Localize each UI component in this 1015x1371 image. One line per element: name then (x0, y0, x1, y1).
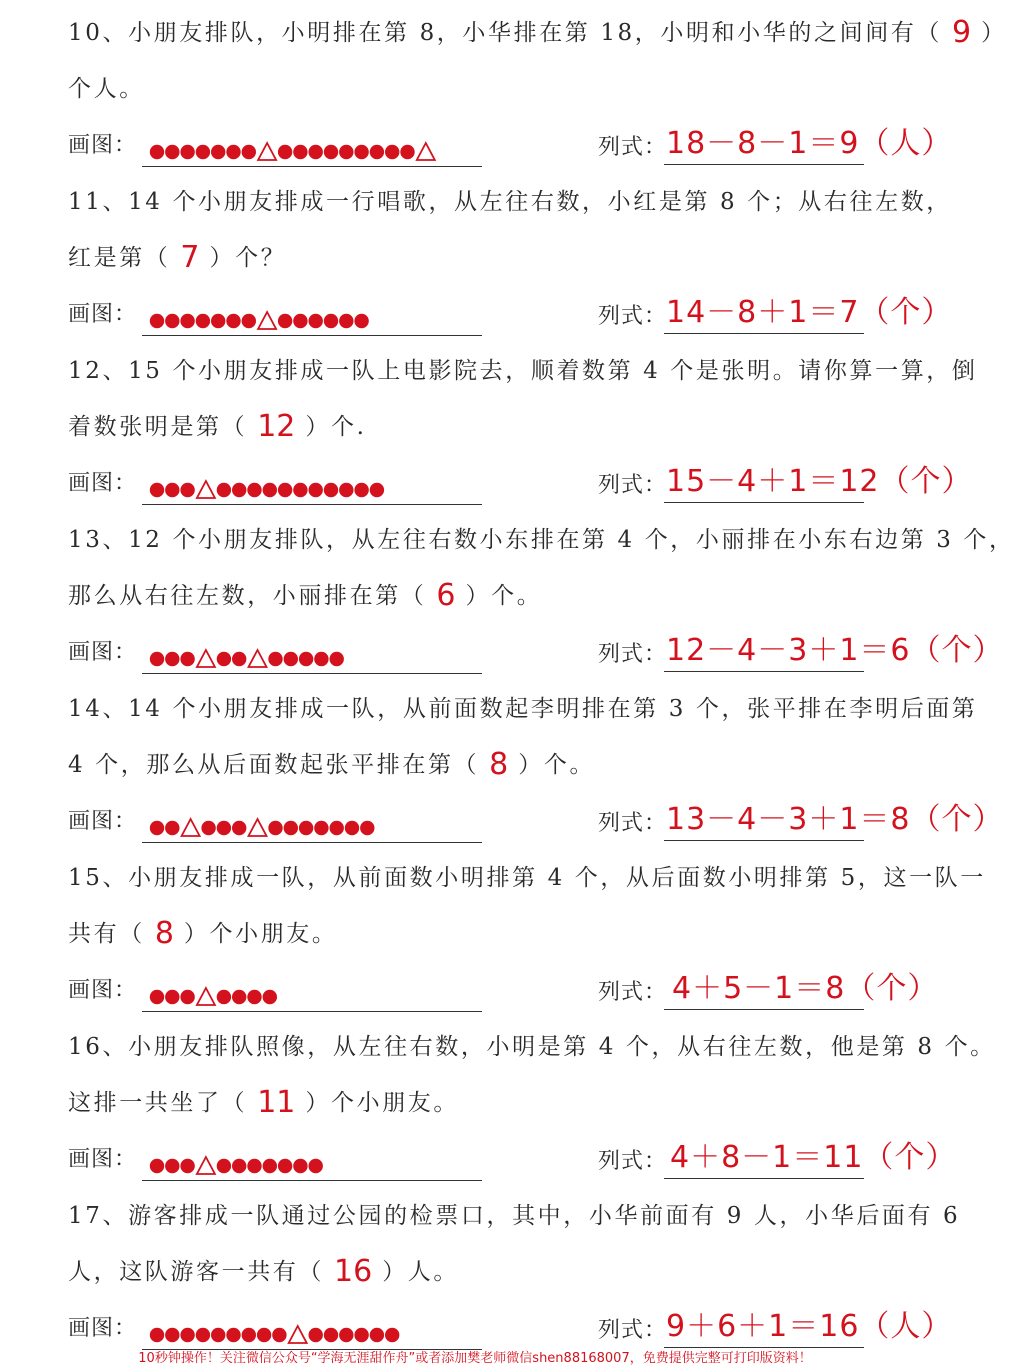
answer-row (68, 462, 973, 506)
formula-expression: 18－8－1＝9（人） (666, 126, 953, 161)
formula-underline (664, 333, 864, 334)
answer-value: 8 (489, 747, 509, 782)
child-dot (324, 483, 338, 497)
child-dot (339, 145, 353, 159)
child-dot (257, 1328, 271, 1342)
child-dot (217, 990, 231, 1004)
child-dot (330, 821, 344, 835)
child-dot (385, 1328, 399, 1342)
marked-child-triangle (258, 143, 276, 160)
drawing-label: 画图： (68, 809, 138, 834)
child-dot (330, 652, 344, 666)
child-dot (232, 652, 246, 666)
child-dot (232, 483, 246, 497)
child-dot (299, 652, 313, 666)
child-dot (150, 1159, 164, 1173)
question-line-1: 15、小朋友排成一队，从前面数小明排第 4 个，从后面数小明排第 5，这一队一 (68, 865, 986, 891)
child-dot (180, 145, 194, 159)
formula (598, 1307, 953, 1351)
answer-value: 8 (154, 916, 174, 951)
formula-label: 列式： (598, 473, 668, 498)
child-dot (211, 314, 225, 328)
queue-drawing (142, 808, 482, 843)
child-dot (345, 821, 359, 835)
formula-underline (664, 1009, 864, 1010)
child-dot (150, 652, 164, 666)
formula-expression: 15－4＋1＝12（个） (666, 464, 973, 499)
child-dot (217, 821, 231, 835)
child-dot (150, 1328, 164, 1342)
child-dot (196, 314, 210, 328)
child-dot (314, 821, 328, 835)
question-line-1: 11、14 个小朋友排成一行唱歌，从左往右数，小红是第 8 个；从右往左数， (68, 189, 952, 215)
queue-drawing (142, 639, 482, 674)
formula (598, 631, 1004, 675)
child-dot (309, 1328, 323, 1342)
child-dot (324, 145, 338, 159)
child-dot (150, 483, 164, 497)
formula-label: 列式： (598, 1318, 668, 1343)
child-dot (263, 483, 277, 497)
queue-drawing (142, 470, 482, 505)
child-dot (385, 145, 399, 159)
child-dot (180, 314, 194, 328)
formula-expression: 12－4－3＋1＝6（个） (666, 633, 1004, 668)
child-dot (165, 1159, 179, 1173)
child-dot (299, 821, 313, 835)
drawing-label: 画图： (68, 978, 138, 1003)
child-dot (150, 314, 164, 328)
child-dot (242, 314, 256, 328)
child-dot (370, 483, 384, 497)
question-line-1: 12、15 个小朋友排成一队上电影院去，顺着数第 4 个是张明。请你算一算，倒 (68, 358, 978, 384)
child-dot (309, 314, 323, 328)
child-dot (278, 314, 292, 328)
formula-label: 列式： (598, 1149, 668, 1174)
footer-notice: 10秒钟操作！关注微信公众号“学海无涯甜作舟”或者添加樊老师微信shen88168007，免费提供完整可打印版资料！ (138, 1351, 812, 1366)
child-dot (196, 145, 210, 159)
marked-child-triangle (197, 481, 215, 498)
formula-label: 列式： (598, 642, 668, 667)
child-dot (268, 652, 282, 666)
drawing-label: 画图： (68, 640, 138, 665)
child-dot (354, 145, 368, 159)
child-dot (400, 145, 414, 159)
child-dot (180, 483, 194, 497)
child-dot (309, 1159, 323, 1173)
answer-value: 16 (334, 1254, 373, 1289)
formula-label: 列式： (598, 135, 668, 160)
child-dot (339, 1328, 353, 1342)
child-dot (232, 990, 246, 1004)
answer-row (68, 1307, 953, 1351)
child-dot (201, 821, 215, 835)
queue-drawing (142, 1146, 482, 1181)
question-line-1: 13、12 个小朋友排队，从左往右数小东排在第 4 个，小丽排在小东右边第 3 个， (68, 527, 1015, 553)
answer-row (68, 800, 1004, 844)
child-dot (324, 314, 338, 328)
formula-expression: 4＋8－1＝11（个） (670, 1140, 957, 1175)
problem-14 (0, 676, 1004, 845)
answer-value: 11 (257, 1085, 296, 1120)
drawing-label: 画图： (68, 133, 138, 158)
question-line-2: 4 个，那么从后面数起张平排在第（ 8 ）个。 (68, 745, 936, 785)
child-dot (165, 314, 179, 328)
formula (598, 462, 973, 506)
drawing-label: 画图： (68, 471, 138, 496)
marked-child-triangle (197, 988, 215, 1005)
formula-expression: 4＋5－1＝8（个） (672, 971, 939, 1006)
child-dot (263, 1159, 277, 1173)
child-dot (180, 1159, 194, 1173)
formula-expression: 13－4－3＋1＝8（个） (666, 802, 1004, 837)
child-dot (284, 652, 298, 666)
formula-underline (664, 502, 864, 503)
child-dot (180, 990, 194, 1004)
problem-15 (0, 845, 986, 1014)
formula (598, 293, 953, 337)
problem-13 (0, 507, 1015, 676)
child-dot (278, 1159, 292, 1173)
child-dot (232, 1159, 246, 1173)
child-dot (150, 990, 164, 1004)
question-line-2: 红是第（ 7 ）个？ (68, 238, 936, 278)
child-dot (339, 314, 353, 328)
marked-child-triangle (197, 1157, 215, 1174)
question-line-2: 个人。 (68, 76, 145, 102)
formula-underline (664, 164, 864, 165)
marked-child-triangle (417, 143, 435, 160)
child-dot (217, 1159, 231, 1173)
child-dot (354, 1328, 368, 1342)
marked-child-triangle (249, 650, 267, 667)
marked-child-triangle (289, 1326, 307, 1343)
child-dot (324, 1328, 338, 1342)
formula-underline (664, 1178, 864, 1179)
child-dot (150, 145, 164, 159)
answer-row (68, 1138, 957, 1182)
formula-underline (664, 840, 864, 841)
answer-row (68, 969, 939, 1013)
answer-value: 6 (436, 578, 456, 613)
formula-expression: 14－8＋1＝7（个） (666, 295, 953, 330)
child-dot (180, 652, 194, 666)
child-dot (242, 1328, 256, 1342)
answer-value: 12 (257, 409, 296, 444)
child-dot (196, 1328, 210, 1342)
problem-10 (0, 0, 1007, 169)
answer-row (68, 124, 953, 168)
answer-value: 7 (180, 240, 200, 275)
problem-12 (0, 338, 978, 507)
formula (598, 969, 939, 1013)
child-dot (150, 821, 164, 835)
child-dot (211, 1328, 225, 1342)
question-line-2: 那么从右往左数，小丽排在第（ 6 ）个。 (68, 576, 936, 616)
child-dot (360, 821, 374, 835)
child-dot (180, 1328, 194, 1342)
child-dot (354, 314, 368, 328)
answer-value: 9 (952, 15, 972, 50)
child-dot (309, 145, 323, 159)
answer-row (68, 631, 1004, 675)
child-dot (293, 314, 307, 328)
question-line-2: 这排一共坐了（ 11 ）个小朋友。 (68, 1083, 936, 1123)
problem-16 (0, 1014, 996, 1183)
question-line-1: 17、游客排成一队通过公园的检票口，其中，小华前面有 9 人，小华后面有 6 (68, 1203, 961, 1229)
question-line-2: 着数张明是第（ 12 ）个. (68, 407, 936, 447)
child-dot (226, 1328, 240, 1342)
child-dot (165, 652, 179, 666)
child-dot (293, 145, 307, 159)
child-dot (211, 145, 225, 159)
formula-label: 列式： (598, 811, 668, 836)
child-dot (278, 145, 292, 159)
drawing-label: 画图： (68, 1316, 138, 1341)
child-dot (370, 1328, 384, 1342)
queue-drawing (142, 1315, 482, 1350)
child-dot (165, 821, 179, 835)
child-dot (242, 145, 256, 159)
child-dot (339, 483, 353, 497)
formula-underline (664, 1347, 864, 1348)
child-dot (232, 821, 246, 835)
marked-child-triangle (197, 650, 215, 667)
question-line-2: 人，这队游客一共有（ 16 ）人。 (68, 1252, 936, 1292)
child-dot (314, 652, 328, 666)
drawing-label: 画图： (68, 1147, 138, 1172)
question-line-1: 16、小朋友排队照像，从左往右数，小明是第 4 个，从右往左数，他是第 8 个。 (68, 1034, 996, 1060)
question-line-2: 共有（ 8 ）个小朋友。 (68, 914, 936, 954)
child-dot (284, 821, 298, 835)
child-dot (247, 990, 261, 1004)
marked-child-triangle (249, 819, 267, 836)
formula-underline (664, 671, 864, 672)
child-dot (165, 483, 179, 497)
child-dot (293, 483, 307, 497)
marked-child-triangle (258, 312, 276, 329)
formula-label: 列式： (598, 304, 668, 329)
child-dot (370, 145, 384, 159)
queue-drawing (142, 132, 482, 167)
formula-expression: 9＋6＋1＝16（人） (666, 1309, 953, 1344)
child-dot (165, 1328, 179, 1342)
child-dot (165, 990, 179, 1004)
child-dot (226, 145, 240, 159)
child-dot (293, 1159, 307, 1173)
child-dot (217, 483, 231, 497)
queue-drawing (142, 977, 482, 1012)
child-dot (217, 652, 231, 666)
child-dot (272, 1328, 286, 1342)
formula (598, 124, 953, 168)
drawing-label: 画图： (68, 302, 138, 327)
problem-17 (0, 1183, 961, 1352)
child-dot (354, 483, 368, 497)
child-dot (263, 990, 277, 1004)
answer-row (68, 293, 953, 337)
child-dot (268, 821, 282, 835)
child-dot (247, 483, 261, 497)
problem-11 (0, 169, 953, 338)
formula-label: 列式： (598, 980, 668, 1005)
formula (598, 1138, 957, 1182)
question-line-1: 10、小朋友排队，小明排在第 8，小华排在第 18，小明和小华的之间间有（ 9 ） (68, 13, 936, 53)
child-dot (309, 483, 323, 497)
child-dot (226, 314, 240, 328)
child-dot (247, 1159, 261, 1173)
question-line-1: 14、14 个小朋友排成一队，从前面数起李明排在第 3 个，张平排在李明后面第 (68, 696, 978, 722)
formula (598, 800, 1004, 844)
child-dot (278, 483, 292, 497)
queue-drawing (142, 301, 482, 336)
child-dot (165, 145, 179, 159)
marked-child-triangle (182, 819, 200, 836)
